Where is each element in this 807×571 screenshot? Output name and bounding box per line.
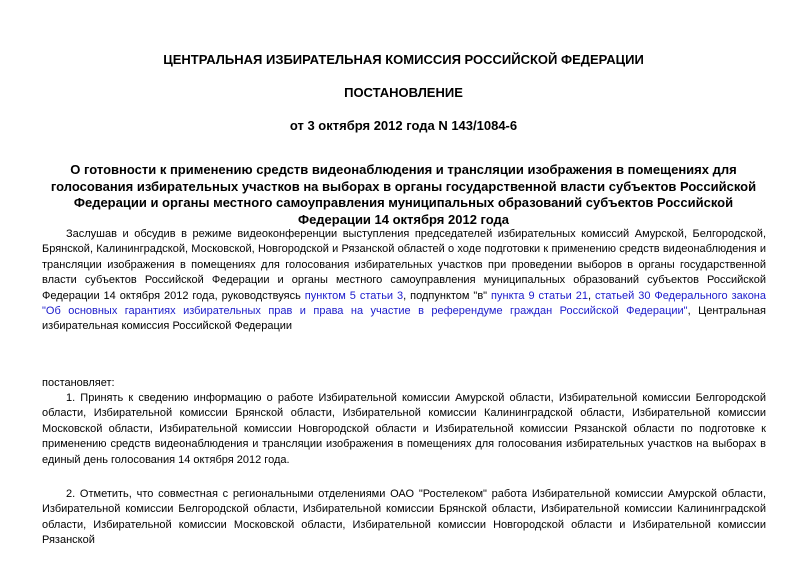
- document-type: ПОСТАНОВЛЕНИЕ: [344, 85, 463, 100]
- preamble-paragraph: [42, 227, 766, 335]
- decision-item-1: 1. Принять к сведению информацию о работе Избирательной комиссии Амурской области, Избирательной комиссии Белгородской области, Избирательной комиссии Брянской области, Избирательной комиссии Калининградской области, Избирательной комиссии Московской области, Избирательной комиссии Новгородской области и Избирательной комиссии Рязанской области по подготовке к применению средств видеонаблюдения и трансляции изображения в помещениях для голосования избирательных участков на выборах в единый день голосования 14 октября 2012 года.: [42, 392, 766, 466]
- law-link-article-30[interactable]: статьей 30 Федерального закона "Об основных гарантиях избирательных прав и права на участие в референдуме граждан Российской Федерации": [42, 289, 767, 318]
- preamble-text-1: Заслушав и обсудив в режиме видеоконференции выступления председателей избирательных комиссий Амурской, Белгородской, Брянской, Калининградской, Московской, Новгородской и Рязанской областей о ходе подготовки к применению средств видеонаблюдения и трансляции изображения в помещениях для голосования избирательных участков при проведении выборов в органы государственной власти субъектов Российской Федерации и органы местного самоуправления муниципальных образований субъектов Российской Федерации 14 октября 2012 года, руководствуясь: [42, 228, 766, 302]
- decree-word: постановляет:: [42, 377, 115, 389]
- law-link-article-3[interactable]: пунктом 5 статьи 3: [304, 289, 404, 302]
- preamble-text-3: ,: [587, 289, 595, 302]
- law-link-article-21[interactable]: пункта 9 статьи 21: [491, 289, 588, 302]
- preamble-text-4: , Центральная избирательная комиссия Российской Федерации: [42, 305, 766, 333]
- document-title: О готовности к применению средств видеонаблюдения и трансляции изображения в помещениях для голосования избирательных участков на выборах в органы государственной власти субъектов Российской Федерации и органы местного самоуправления муниципальных образований субъектов Российской Федерации 14 октября 2012 года: [50, 162, 757, 227]
- document-date-number: от 3 октября 2012 года N 143/1084-6: [289, 118, 518, 133]
- decision-item-2: 2. Отметить, что совместная с региональными отделениями ОАО "Ростелеком" работа Избирательной комиссии Амурской области, Избирательной комиссии Белгородской области, Избирательной комиссии Брянской области, Избирательной комиссии Калининградской области, Избирательной комиссии Московской области, Избирательной комиссии Новгородской области и Избирательной комиссии Рязанской: [42, 488, 766, 547]
- preamble-text-2: , подпунктом "в": [403, 289, 492, 302]
- issuing-authority: ЦЕНТРАЛЬНАЯ ИЗБИРАТЕЛЬНАЯ КОМИССИЯ РОССИЙСКОЙ ФЕДЕРАЦИИ: [163, 52, 644, 67]
